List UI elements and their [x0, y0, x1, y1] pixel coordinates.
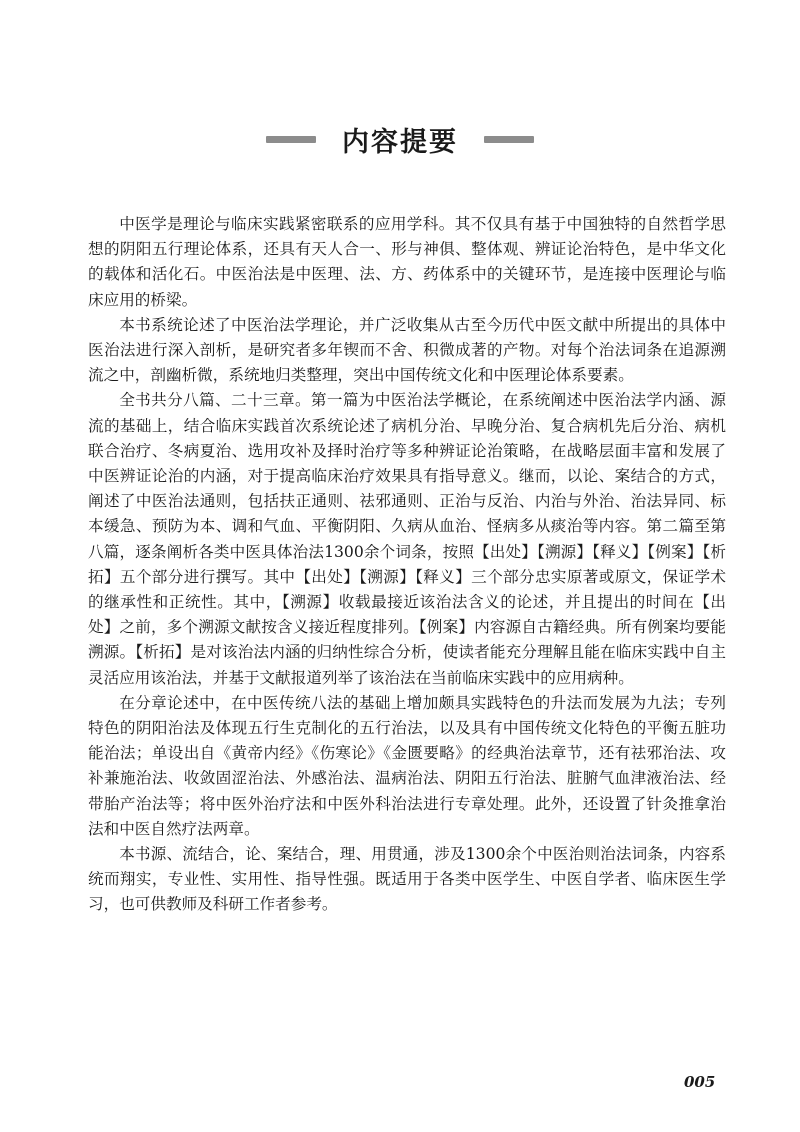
title-row [0, 118, 800, 160]
paragraph-intro: 中医学是理论与临床实践紧密联系的应用学科。其不仅具有基于中国独特的自然哲学思想的阴阳五行理论体系，还具有天人合一、形与神俱、整体观、辨证论治特色，是中华文化的载体和活化石。中医治法是中医理、法、方、药体系中的关键环节，是连接中医理论与临床应用的桥梁。 [88, 215, 726, 309]
paragraph-scope: 本书系统论述了中医治法学理论，并广泛收集从古至今历代中医文献中所提出的具体中医治法进行深入剖析，是研究者多年锲而不舍、积微成著的产物。对每个治法词条在追源溯流之中，剖幽析微，系统地归类整理，突出中国传统文化和中医理论体系要素。 [88, 315, 726, 385]
paragraph-structure: 全书共分八篇、二十三章。第一篇为中医治法学概论，在系统阐述中医治法学内涵、源流的基础上，结合临床实践首次系统论述了病机分治、早晚分治、复合病机先后分治、病机联合治疗、冬病夏治、选用攻补及择时治疗等多种辨证论治策略，在战略层面丰富和发展了中医辨证论治的内涵，对于提高临床治疗效果具有指导意义。继而，以论、案结合的方式，阐述了中医治法通则，包括扶正通则、祛邪通则、正治与反治、内治与外治、治法异同、标本缓急、预防为本、调和气血、平衡阴阳、久病从血治、怪病多从痰治等内容。第二篇至第八篇，逐条阐析各类中医具体治法1300余个词条，按照【出处】【溯源】【释义】【例案】【析拓】五个部分进行撰写。其中【出处】【溯源】【释义】三个部分忠实原著或原文，保证学术的继承性和正统性。其中，【溯源】收载最接近该治法含义的论述，并且提出的时间在【出处】之前，多个溯源文献按含义接近程度排列。【例案】内容源自古籍经典。所有例案均要能溯源。【析拓】是对该治法内涵的归纳性综合分析，使读者能充分理解且能在临床实践中自主灵活应用该治法，并基于文献报道列举了该治法在当前临床实践中的应用病种。 [88, 391, 726, 687]
paragraph-conclusion: 本书源、流结合，论、案结合，理、用贯通，涉及1300余个中医治则治法词条，内容系统而翔实，专业性、实用性、指导性强。既适用于各类中医学生、中医自学者、临床医生学习，也可供教师及科研工作者参考。 [88, 845, 726, 914]
summary-body [88, 212, 726, 918]
page-title: 内容提要 [342, 126, 458, 158]
page-number: 005 [684, 1073, 716, 1091]
title-right-bar [484, 136, 534, 143]
title-left-bar [266, 136, 316, 143]
paragraph-chapters: 在分章论述中，在中医传统八法的基础上增加颇具实践特色的升法而发展为九法；专列特色的阴阳治法及体现五行生克制化的五行治法，以及具有中国传统文化特色的平衡五脏功能治法；单设出自《黄帝内经》《伤寒论》《金匮要略》的经典治法章节，还有祛邪治法、攻补兼施治法、收敛固涩治法、外感治法、温病治法、阴阳五行治法、脏腑气血津液治法、经带胎产治法等；将中医外治疗法和中医外科治法进行专章处理。此外，还设置了针灸推拿治法和中医自然疗法两章。 [88, 693, 726, 838]
